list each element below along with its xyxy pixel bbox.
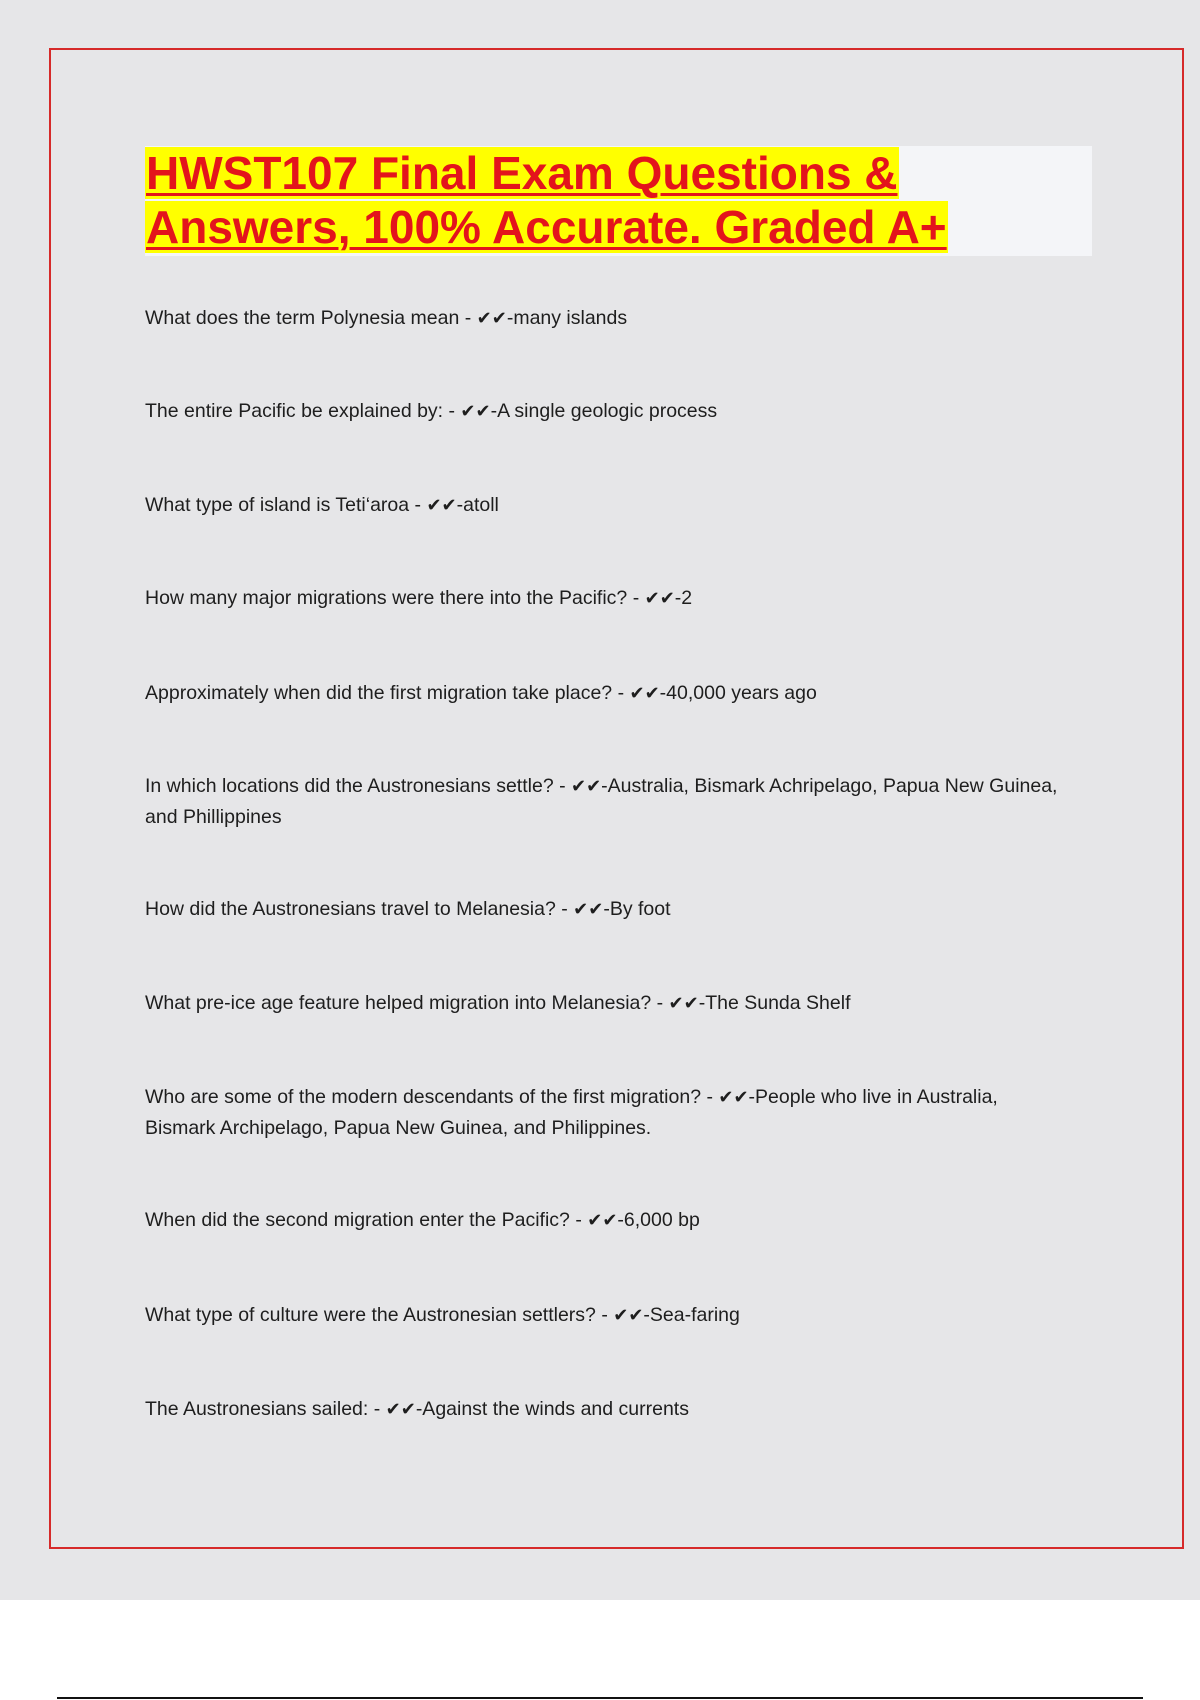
double-check-icon: ✔✔ xyxy=(718,1087,749,1108)
qa-item xyxy=(145,303,1065,334)
qa-item xyxy=(145,988,1065,1019)
double-check-icon: ✔✔ xyxy=(668,993,699,1014)
double-check-icon: ✔✔ xyxy=(573,899,604,920)
answer-text: -many islands xyxy=(506,307,628,329)
answer-text: -Australia, Bismark Achripelago, Papua New Guinea, and Phillippines xyxy=(145,775,1058,828)
double-check-icon: ✔✔ xyxy=(385,1399,416,1420)
question-text: The Austronesians sailed: - xyxy=(145,1398,386,1420)
answer-text: -atoll xyxy=(456,494,499,516)
qa-item xyxy=(145,771,1065,832)
qa-item xyxy=(145,1394,1065,1425)
document-title xyxy=(145,146,1092,254)
title-line-2: Answers, 100% Accurate. Graded A+ xyxy=(146,201,947,253)
double-check-icon: ✔✔ xyxy=(460,401,491,422)
double-check-icon: ✔✔ xyxy=(629,683,660,704)
qa-item xyxy=(145,1205,1065,1236)
question-text: Approximately when did the first migration take place? - xyxy=(145,682,630,704)
answer-text: -The Sunda Shelf xyxy=(698,992,851,1014)
question-text: What type of island is Teti‘aroa - xyxy=(145,494,427,516)
bottom-divider xyxy=(57,1697,1143,1699)
qa-item xyxy=(145,490,1065,521)
qa-item xyxy=(145,678,1065,709)
title-block xyxy=(145,146,1092,256)
qa-item xyxy=(145,583,1065,614)
answer-text: -By foot xyxy=(603,898,671,920)
question-text: How did the Austronesians travel to Melanesia? - xyxy=(145,898,574,920)
question-text: When did the second migration enter the Pacific? - xyxy=(145,1209,588,1231)
double-check-icon: ✔✔ xyxy=(587,1210,618,1231)
question-text: What type of culture were the Austronesian settlers? - xyxy=(145,1304,614,1326)
question-text: What pre-ice age feature helped migration into Melanesia? - xyxy=(145,992,669,1014)
question-text: What does the term Polynesia mean - xyxy=(145,307,477,329)
qa-item xyxy=(145,894,1065,925)
answer-text: -A single geologic process xyxy=(490,400,718,422)
double-check-icon: ✔✔ xyxy=(644,588,675,609)
double-check-icon: ✔✔ xyxy=(613,1305,644,1326)
double-check-icon: ✔✔ xyxy=(571,776,602,797)
qa-item xyxy=(145,1082,1065,1143)
qa-item xyxy=(145,396,1065,427)
answer-text: -40,000 years ago xyxy=(659,682,817,704)
question-text: How many major migrations were there into the Pacific? - xyxy=(145,587,645,609)
title-line-1: HWST107 Final Exam Questions & xyxy=(146,147,898,199)
qa-item xyxy=(145,1300,1065,1331)
double-check-icon: ✔✔ xyxy=(476,308,507,329)
answer-text: -2 xyxy=(674,587,693,609)
answer-text: -People who live in Australia, Bismark Archipelago, Papua New Guinea, and Philippines. xyxy=(145,1086,998,1139)
question-text: Who are some of the modern descendants of the first migration? - xyxy=(145,1086,719,1108)
double-check-icon: ✔✔ xyxy=(426,495,457,516)
question-text: The entire Pacific be explained by: - xyxy=(145,400,461,422)
answer-text: -6,000 bp xyxy=(617,1209,700,1231)
answer-text: -Against the winds and currents xyxy=(415,1398,689,1420)
question-text: In which locations did the Austronesians settle? - xyxy=(145,775,571,797)
answer-text: -Sea-faring xyxy=(643,1304,740,1326)
